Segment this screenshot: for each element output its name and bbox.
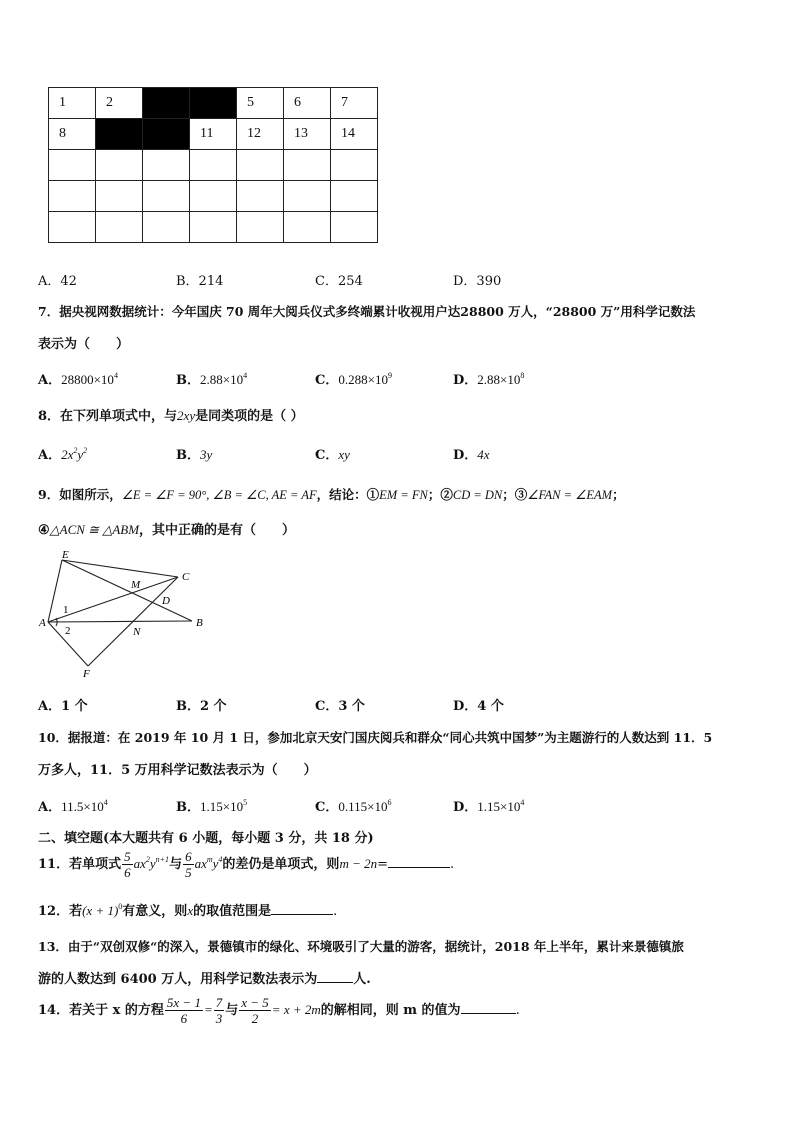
grid-row <box>49 150 378 181</box>
grid-cell: 7 <box>331 88 378 119</box>
grid-cell <box>49 212 96 243</box>
q14-rhs: = x + 2m <box>271 1002 321 1017</box>
q9-sep: ；③ <box>502 487 528 502</box>
option-value: 0.115×10 <box>338 799 388 814</box>
option-exponent: 4 <box>113 371 118 380</box>
grid-cell <box>190 150 237 181</box>
grid-cell: 1 <box>49 88 96 119</box>
numerator: 5x − 1 <box>166 995 201 1010</box>
q8-prefix: 8．在下列单项式中，与 <box>38 409 178 424</box>
option-letter: A． <box>38 800 62 815</box>
q14-mid: 与 <box>225 1003 239 1018</box>
grid-cell <box>143 212 190 243</box>
q13-stem-line1: 13．由于“双创双修“的深入，景德镇市的绿化、环境吸引了大量的游客，据统计，2018 年上半年，累计来景德镇旅 <box>38 939 684 954</box>
q14-suffix: 的解相同，则 m 的值为 <box>320 1003 461 1018</box>
q8-option-c[interactable] <box>315 444 350 463</box>
q9-sep: ； <box>612 487 625 502</box>
grid-cell-shaded <box>143 88 190 119</box>
option-letter: D． <box>453 448 478 463</box>
grid-row <box>49 119 378 150</box>
label-M: M <box>131 579 141 591</box>
q12-expression: (x + 1) <box>82 903 119 918</box>
grid-cell <box>284 181 331 212</box>
q7-stem-line2: 表示为（ ） <box>38 337 130 352</box>
grid-cell-shaded <box>190 88 237 119</box>
option-exponent: 6 <box>387 798 392 807</box>
option-value: 11.5×10 <box>61 799 104 814</box>
q12-prefix: 12．若 <box>38 904 83 919</box>
option-letter: C． <box>315 448 339 463</box>
label-angle-1: 1 <box>63 604 69 616</box>
q9-option-c[interactable]: C．3 个 <box>315 699 365 714</box>
grid-cell: 11 <box>190 119 237 150</box>
grid-cell <box>237 181 284 212</box>
option-exponent: 8 <box>520 371 525 380</box>
label-C: C <box>182 571 190 583</box>
grid-cell <box>96 212 143 243</box>
option-letter: B． <box>176 800 200 815</box>
numerator: 5 <box>124 849 131 864</box>
label-F: F <box>83 668 90 680</box>
option-value: 2.88×10 <box>477 372 521 387</box>
q8-suffix: 是同类项的是（ ） <box>195 409 304 424</box>
q11-stem <box>38 849 454 880</box>
option-exponent: 4 <box>243 371 248 380</box>
q12-stem <box>38 900 337 919</box>
q7-option-d[interactable] <box>453 369 524 388</box>
q7-option-a[interactable] <box>38 369 118 388</box>
grid-row <box>49 212 378 243</box>
option-letter: C． <box>315 800 339 815</box>
q14-prefix: 14．若关于 x 的方程 <box>38 1003 164 1018</box>
grid-cell <box>143 181 190 212</box>
grid-cell: 5 <box>237 88 284 119</box>
numerator: x − 5 <box>241 995 269 1010</box>
option-exponent: 4 <box>520 798 525 807</box>
option-letter: A． <box>38 448 62 463</box>
grid-row <box>49 181 378 212</box>
q9-sep: ；② <box>427 487 453 502</box>
q11-fraction-1 <box>122 849 133 880</box>
q8-stem <box>38 405 304 424</box>
period: . <box>515 1003 520 1018</box>
grid-cell <box>284 212 331 243</box>
denominator: 6 <box>180 1011 188 1026</box>
option-value: 2.88×10 <box>200 372 244 387</box>
q13-line2-suffix: 人. <box>353 972 371 987</box>
q14-fraction-1 <box>165 995 203 1026</box>
q9-option-d[interactable]: D．4 个 <box>453 699 504 714</box>
q9-option-a[interactable]: A．1 个 <box>38 699 88 714</box>
q11-term-2: $ax^my^4$ <box>194 855 223 871</box>
q12-variable: x <box>187 903 194 918</box>
option-value: 28800×10 <box>61 372 114 387</box>
label-A: A <box>39 617 46 629</box>
grid-cell <box>331 150 378 181</box>
denominator: 2 <box>251 1011 259 1026</box>
q9-geometry-figure <box>36 548 216 680</box>
q12-exponent: 0 <box>118 902 123 911</box>
q13-stem-line2 <box>38 968 371 987</box>
grid-cell <box>237 212 284 243</box>
q7-option-b[interactable] <box>176 369 247 388</box>
q6-option-c[interactable]: C．254 <box>315 274 363 289</box>
section-fill-in-heading: 二、填空题(本大题共有 6 小题，每小题 3 分，共 18 分) <box>38 831 374 846</box>
option-letter: D． <box>453 373 478 388</box>
option-letter: B． <box>176 373 200 388</box>
grid-cell <box>331 181 378 212</box>
q9-conclusion-4: △ACN ≅ △ABM <box>49 522 140 537</box>
option-value: 0.288×10 <box>338 372 388 387</box>
q8-option-a[interactable] <box>38 444 87 463</box>
q13-line2-text: 游的人数达到 6400 万人，用科学记数法表示为 <box>38 972 318 987</box>
q14-answer-blank[interactable] <box>461 1013 516 1014</box>
q12-answer-blank[interactable] <box>271 914 333 915</box>
denominator: 6 <box>124 865 131 880</box>
q10-stem-line1: 10．据报道：在 2019 年 10 月 1 日，参加北京天安门国庆阅兵和群众“同心共筑中国梦”为主题游行的人数达到 11．5 <box>38 730 713 745</box>
q14-fraction-2 <box>214 995 225 1026</box>
grid-cell-shaded <box>96 119 143 150</box>
numerator: 6 <box>185 849 192 864</box>
q11-equals: = <box>377 857 389 872</box>
q10-option-b[interactable] <box>176 796 247 815</box>
q6-option-a[interactable]: A．42 <box>38 274 77 289</box>
q9-stem-line1 <box>38 485 625 503</box>
grid-row <box>49 88 378 119</box>
q9-line2-suffix: ，其中正确的是有（ ） <box>139 523 296 538</box>
numerator: 7 <box>215 995 223 1010</box>
option-exponent: 4 <box>103 798 108 807</box>
q7-stem-line1: 7．据央视网数据统计：今年国庆 70 周年大阅兵仪式多终端累计收视用户达28800 万人，“28800 万”用科学记数法 <box>38 304 696 319</box>
grid-cell: 13 <box>284 119 331 150</box>
q8-option-b[interactable] <box>176 444 212 463</box>
grid-cell-shaded <box>143 119 190 150</box>
q6-option-b[interactable]: B．214 <box>176 274 224 289</box>
option-letter: C． <box>315 373 339 388</box>
q9-conclusion-1: EM = FN <box>379 488 428 502</box>
q9-given: ∠E = ∠F = 90°, ∠B = ∠C, AE = AF <box>121 488 317 502</box>
grid-cell <box>49 150 96 181</box>
q9-option-b[interactable]: B．2 个 <box>176 699 227 714</box>
q9-stem-line2 <box>38 519 295 538</box>
option-letter: B． <box>176 448 200 463</box>
option-value: 1.15×10 <box>200 799 244 814</box>
option-value-2x2y2: $2x^2y^2$ <box>61 446 88 462</box>
q10-option-a[interactable] <box>38 796 108 815</box>
q7-option-c[interactable] <box>315 369 392 388</box>
denominator: 5 <box>185 865 192 880</box>
period: . <box>333 904 338 919</box>
label-angle-2: 2 <box>65 625 71 637</box>
grid-cell <box>190 181 237 212</box>
grid-cell: 12 <box>237 119 284 150</box>
option-value: xy <box>338 447 350 462</box>
grid-cell: 8 <box>49 119 96 150</box>
q9-prefix: 9．如图所示， <box>38 487 122 502</box>
segment-EA <box>48 560 62 622</box>
option-letter: A． <box>38 373 62 388</box>
q6-option-d[interactable]: D．390 <box>453 274 502 289</box>
grid-cell <box>237 150 284 181</box>
option-letter: D． <box>453 800 478 815</box>
segment-AB <box>48 621 192 622</box>
grid-cell: 2 <box>96 88 143 119</box>
q11-term-1: $ax^2y^{n+1}$ <box>133 855 170 871</box>
q11-suffix: 的差仍是单项式，则 <box>222 857 340 872</box>
q9-line2-prefix: ④ <box>38 523 50 538</box>
q14-equals: = <box>203 1002 213 1017</box>
q9-conclusion-3: ∠FAN = ∠EAM <box>527 488 613 502</box>
grid-cell <box>143 150 190 181</box>
q8-term: 2xy <box>177 408 196 423</box>
number-grid-table <box>48 87 378 243</box>
option-value: 4x <box>477 447 490 462</box>
q11-expression: m − 2n <box>339 856 378 871</box>
q10-option-c[interactable] <box>315 796 391 815</box>
q12-suffix: 的取值范围是 <box>193 904 272 919</box>
q11-fraction-2 <box>183 849 194 880</box>
q14-stem <box>38 995 520 1026</box>
grid-cell <box>96 150 143 181</box>
q11-prefix: 11．若单项式 <box>38 857 122 872</box>
grid-cell <box>96 181 143 212</box>
grid-cell: 6 <box>284 88 331 119</box>
grid-cell: 14 <box>331 119 378 150</box>
q8-option-d[interactable] <box>453 444 490 463</box>
option-value: 3y <box>200 447 213 462</box>
q13-answer-blank[interactable] <box>317 982 353 983</box>
option-exponent: 5 <box>243 798 248 807</box>
q14-fraction-3 <box>239 995 271 1026</box>
grid-cell <box>49 181 96 212</box>
q10-stem-line2: 万多人，11．5 万用科学记数法表示为（ ） <box>38 763 317 778</box>
grid-cell <box>190 212 237 243</box>
q11-mid: 与 <box>169 857 183 872</box>
q9-conclusion-2: CD = DN <box>452 488 503 502</box>
denominator: 3 <box>215 1011 223 1026</box>
q12-mid: 有意义，则 <box>122 904 188 919</box>
period: . <box>450 857 455 872</box>
q11-answer-blank[interactable] <box>388 867 450 868</box>
option-value: 1.15×10 <box>477 799 521 814</box>
option-exponent: 9 <box>387 371 392 380</box>
label-N: N <box>133 626 141 638</box>
q10-option-d[interactable] <box>453 796 524 815</box>
label-B: B <box>196 617 203 629</box>
q9-mid: ，结论：① <box>316 487 380 502</box>
grid-cell <box>331 212 378 243</box>
grid-cell <box>284 150 331 181</box>
label-E: E <box>62 549 69 561</box>
label-D: D <box>162 595 170 607</box>
